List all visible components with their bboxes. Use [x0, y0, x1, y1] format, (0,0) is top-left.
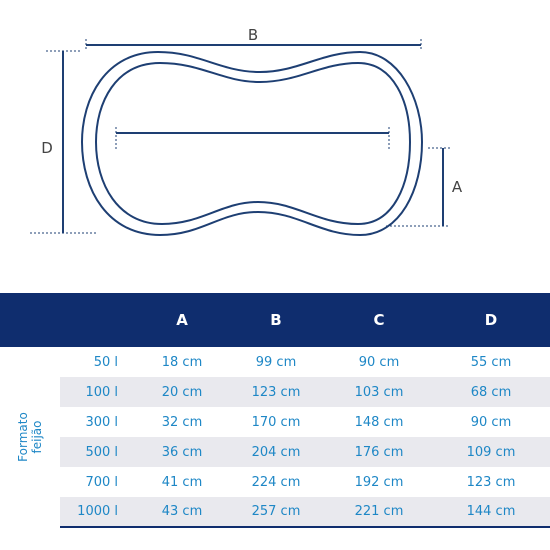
table-row: [0, 347, 550, 377]
a-cell: 32 cm: [138, 407, 226, 437]
table-row: [0, 407, 550, 437]
capacity-cell: 1000 l: [60, 497, 138, 527]
header-a: A: [176, 311, 188, 329]
dimension-a: [386, 148, 450, 226]
capacity-cell: 50 l: [93, 354, 118, 370]
b-cell: 204 cm: [226, 437, 326, 467]
capacity-cell: 100 l: [60, 377, 138, 407]
table-row: [0, 467, 550, 497]
pool-inner-outline: [96, 63, 410, 224]
b-cell: 224 cm: [226, 467, 326, 497]
c-cell: 103 cm: [326, 377, 432, 407]
c-cell: 176 cm: [326, 437, 432, 467]
b-cell: 257 cm: [226, 497, 326, 527]
capacity-cell: 700 l: [85, 474, 118, 490]
a-cell: 41 cm: [138, 467, 226, 497]
header-size: [60, 293, 138, 347]
d-cell: 68 cm: [432, 377, 550, 407]
d-cell: 90 cm: [432, 407, 550, 437]
dimension-a-label: A: [451, 178, 463, 196]
d-cell: 109 cm: [432, 437, 550, 467]
dimension-c: [116, 127, 389, 151]
table-row: [0, 497, 550, 527]
capacity-cell: 500 l: [60, 437, 138, 467]
d-cell: 144 cm: [432, 497, 550, 527]
c-cell: 221 cm: [326, 497, 432, 527]
dimension-d: [30, 51, 96, 233]
side-label: Formato feijão: [16, 412, 44, 462]
header-d: D: [484, 311, 498, 329]
header-side-spacer: [0, 293, 60, 347]
a-cell: 20 cm: [138, 377, 226, 407]
header-b: B: [270, 311, 282, 329]
pool-outer-outline: [82, 52, 422, 235]
c-cell: 192 cm: [326, 467, 432, 497]
d-cell: 123 cm: [432, 467, 550, 497]
capacity-cell: 300 l: [85, 414, 118, 430]
side-label-cell: [0, 347, 60, 527]
a-cell: 43 cm: [138, 497, 226, 527]
table-row: [0, 377, 550, 407]
b-cell: 99 cm: [226, 347, 326, 377]
header-c: C: [373, 311, 385, 329]
b-cell: 123 cm: [226, 377, 326, 407]
a-cell: 36 cm: [138, 437, 226, 467]
dimension-b-label: B: [247, 26, 259, 44]
a-cell: 18 cm: [138, 347, 226, 377]
b-cell: 170 cm: [226, 407, 326, 437]
table-row: [0, 437, 550, 467]
c-cell: 148 cm: [326, 407, 432, 437]
dimension-d-label: D: [41, 139, 53, 157]
d-cell: 55 cm: [432, 347, 550, 377]
c-cell: 90 cm: [326, 347, 432, 377]
dimensions-table: [0, 293, 550, 528]
table-header-row: [0, 293, 550, 347]
